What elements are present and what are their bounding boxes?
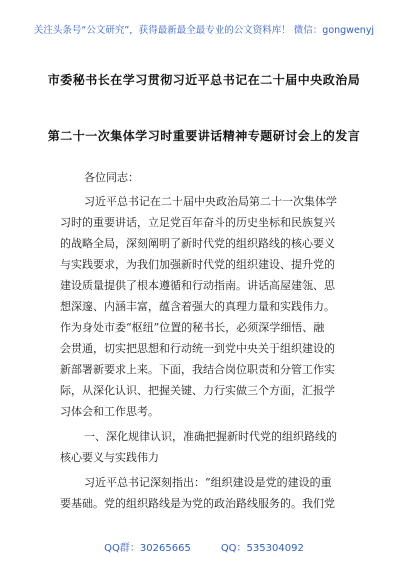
body-line: 习近平总书记深刻指出：“组织建设是党的建设的重 xyxy=(84,476,332,489)
body-line: 要基础。党的组织路线是为党的政治路线服务的。我们党 xyxy=(60,497,335,510)
header-banner: 关注头条号“公文研究”，获得最新最全最专业的公文资料库！ 微信：gongwenyj xyxy=(33,25,375,36)
footer-qq-group: QQ群：30265665 xyxy=(104,543,191,554)
footer xyxy=(0,539,408,554)
body-line: 习体会和工作思考。 xyxy=(60,405,159,418)
document-title-line-1: 市委秘书长在学习贯彻习近平总书记在二十届中央政治局 xyxy=(47,73,361,87)
salutation: 各位同志： xyxy=(84,171,139,184)
body-line: 与实践要求，为我们加强新时代党的组织建设、提升党的 xyxy=(60,258,335,271)
document-title-line-2: 第二十一次集体学习时重要讲话精神专题研讨会上的发言 xyxy=(47,129,361,143)
section-heading-line: 核心要义与实践伟力 xyxy=(60,451,159,464)
section-heading-line: 一、深化规律认识，准确把握新时代党的组织路线的 xyxy=(84,430,337,443)
body-line: 新部署新要求上来。下面，我结合岗位职责和分管工作实 xyxy=(60,363,335,376)
body-line: 想深邃、内涵丰富，蕴含着强大的真理力量和实践伟力。 xyxy=(60,300,335,313)
footer-qq: QQ：535304092 xyxy=(220,543,304,554)
body-line: 的战略全局，深刻阐明了新时代党的组织路线的核心要义 xyxy=(60,237,335,250)
body-line: 作为身处市委“枢纽”位置的秘书长，必须深学细悟、融 xyxy=(60,321,325,334)
body-line: 建设质量提供了根本遵循和行动指南。讲话高屋建瓴、思 xyxy=(60,279,335,292)
body-line: 习时的重要讲话，立足党百年奋斗的历史坐标和民族复兴 xyxy=(60,216,335,229)
body-line: 际，从深化认识、把握关键、力行实做三个方面，汇报学 xyxy=(60,384,335,397)
body-line: 会贯通，切实把思想和行动统一到党中央关于组织建设的 xyxy=(60,342,335,355)
body-line: 习近平总书记在二十届中央政治局第二十一次集体学 xyxy=(84,195,337,208)
